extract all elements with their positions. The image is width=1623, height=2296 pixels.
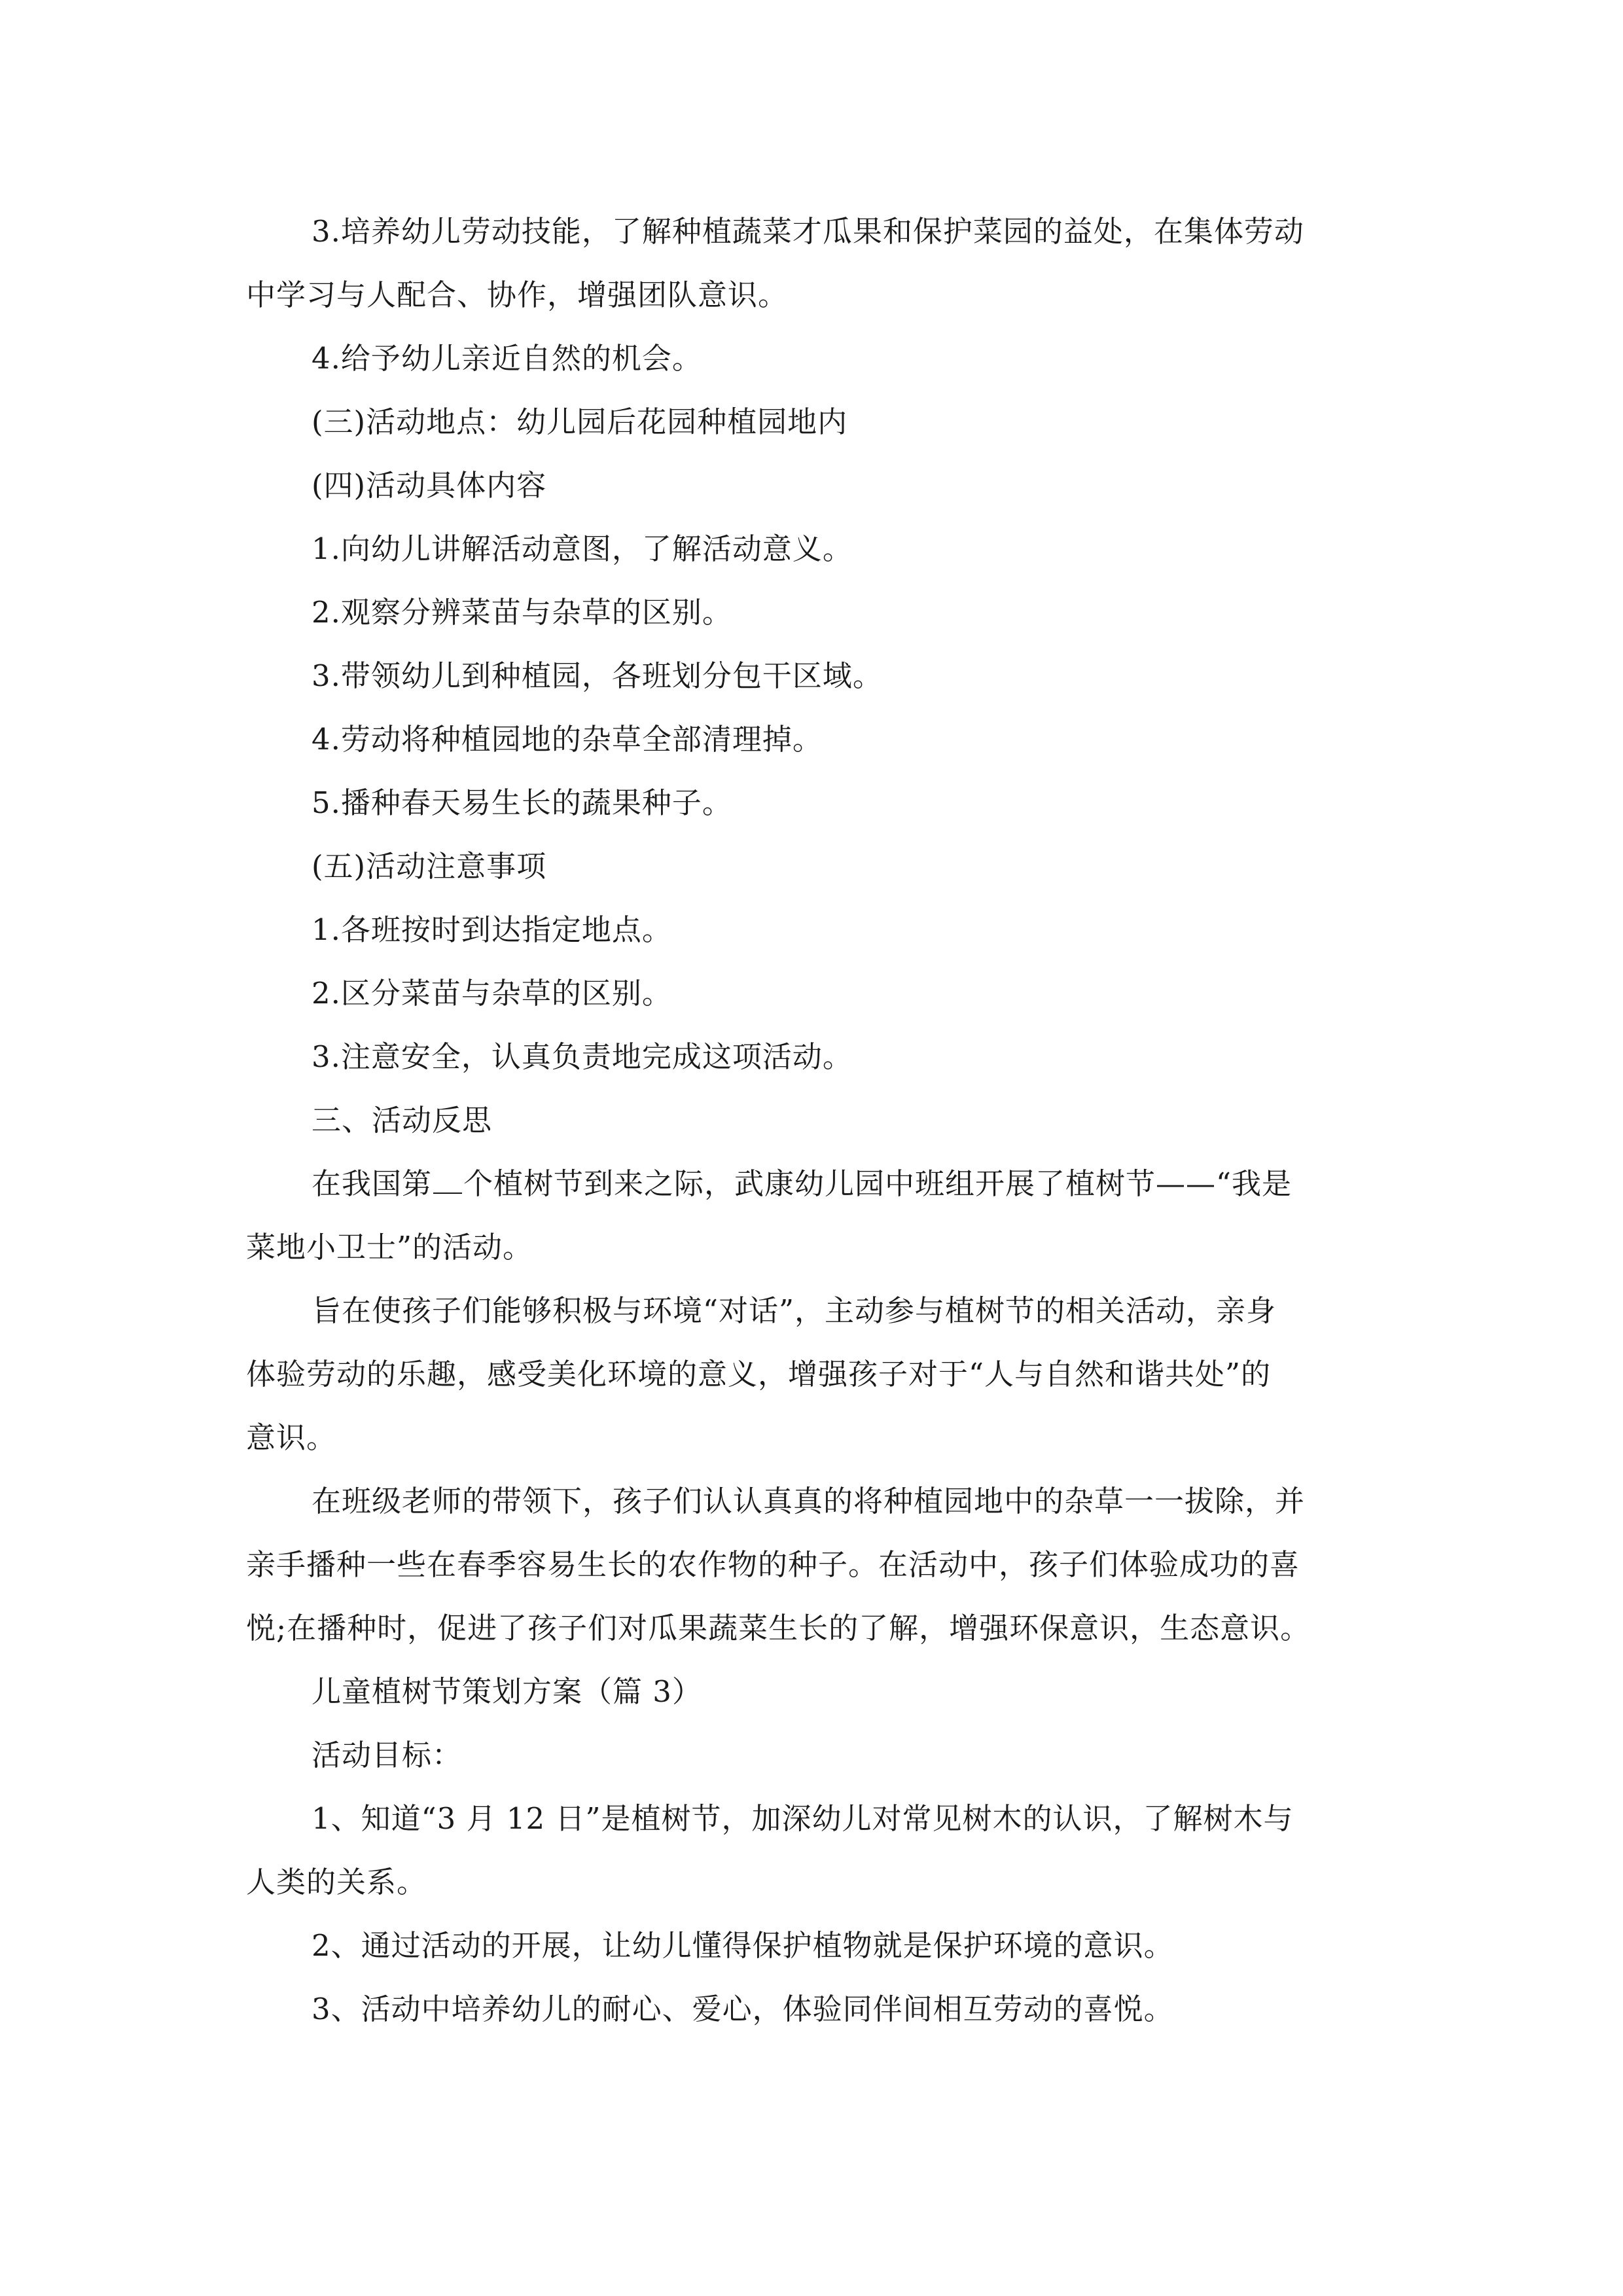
text-fragment: 在我国第 [312, 1166, 433, 1201]
paragraph-reflection-intro-cont: 菜地小卫士”的活动。 [246, 1230, 533, 1265]
list-item-note-3: 3.注意安全，认真负责地完成这项活动。 [312, 1039, 853, 1074]
list-item-note-1: 1.各班按时到达指定地点。 [312, 912, 672, 947]
text-line: 3.培养幼儿劳动技能，了解种植蔬菜才瓜果和保护菜园的益处，在集体劳动 [312, 214, 1304, 249]
list-item-note-2: 2.区分菜苗与杂草的区别。 [312, 976, 672, 1011]
list-item-content-1: 1.向幼儿讲解活动意图，了解活动意义。 [312, 531, 853, 566]
heading-activity-goals: 活动目标： [312, 1738, 463, 1772]
text-fragment: 个植树节到来之际，武康幼儿园中班组开展了植树节——“我是 [463, 1166, 1293, 1201]
paragraph-reflection-intro [246, 1152, 1385, 1215]
list-item-goal-2: 2、通过活动的开展，让幼儿懂得保护植物就是保护环境的意识。 [312, 1928, 1174, 1963]
heading-activity-notes: (五)活动注意事项 [312, 849, 547, 884]
list-item-content-2: 2.观察分辨菜苗与杂草的区别。 [312, 595, 732, 630]
paragraph-reflection-aim-cont-2: 意识。 [246, 1420, 337, 1455]
document-body [246, 200, 1385, 2041]
heading-activity-content: (四)活动具体内容 [312, 468, 547, 503]
list-item-goal-3: 3、活动中培养幼儿的耐心、爱心，体验同伴间相互劳动的喜悦。 [312, 1992, 1174, 2026]
paragraph-goal-3 [246, 200, 1385, 263]
list-item-goal-1-cont: 人类的关系。 [246, 1865, 427, 1899]
list-item-goal-1: 1、知道“3 月 12 日”是植树节，加深幼儿对常见树木的认识，了解树木与 [312, 1801, 1294, 1836]
paragraph-reflection-aim-cont-1: 体验劳动的乐趣，感受美化环境的意义，增强孩子对于“人与自然和谐共处”的 [246, 1357, 1272, 1391]
paragraph-reflection-detail-cont-2: 悦;在播种时，促进了孩子们对瓜果蔬菜生长的了解，增强环保意识，生态意识。 [246, 1611, 1311, 1645]
fill-in-blank [433, 1192, 462, 1194]
section-title-plan-3: 儿童植树节策划方案（篇 3） [312, 1674, 702, 1709]
paragraph-reflection-detail: 在班级老师的带领下，孩子们认认真真的将种植园地中的杂草一一拔除，并 [312, 1484, 1306, 1518]
heading-activity-location: (三)活动地点：幼儿园后花园种植园地内 [312, 404, 848, 439]
list-item-content-4: 4.劳动将种植园地的杂草全部清理掉。 [312, 722, 823, 757]
paragraph-goal-4: 4.给予幼儿亲近自然的机会。 [312, 341, 702, 376]
text-line: 中学习与人配合、协作，增强团队意识。 [246, 278, 789, 312]
paragraph-reflection-aim: 旨在使孩子们能够积极与环境“对话”，主动参与植树节的相关活动，亲身 [312, 1293, 1277, 1328]
paragraph-goal-3-cont [246, 263, 1385, 327]
list-item-content-3: 3.带领幼儿到种植园，各班划分包干区域。 [312, 658, 883, 693]
paragraph-reflection-detail-cont-1: 亲手播种一些在春季容易生长的农作物的种子。在活动中，孩子们体验成功的喜 [246, 1547, 1300, 1582]
list-item-content-5: 5.播种春天易生长的蔬果种子。 [312, 785, 732, 820]
heading-reflection: 三、活动反思 [312, 1103, 493, 1138]
